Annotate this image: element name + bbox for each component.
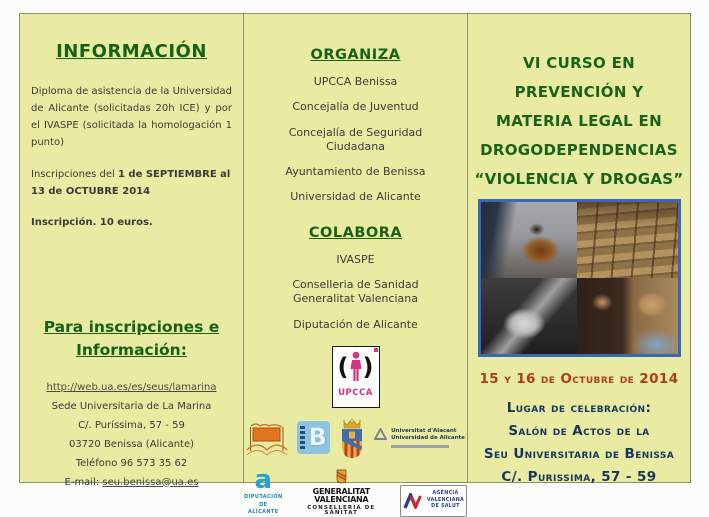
inscription-dates: 1 de SEPTIEMBRE al 13 de OCTUBRE 2014 <box>31 169 231 197</box>
colabora-list <box>263 253 448 332</box>
upcca-paren-right: ) <box>362 352 374 381</box>
address-line-1: Sede Universitaria de La Marina <box>51 400 212 412</box>
email-link[interactable]: seu.benissa@ua.es <box>102 476 199 488</box>
diputacion-alicante-logo <box>244 465 283 517</box>
panel-course-cover <box>468 14 690 485</box>
partner-logos-row-2 <box>244 465 467 517</box>
course-title-line: MATERIA LEGAL EN <box>496 112 662 130</box>
photo-hands-violence <box>481 278 577 354</box>
event-date: 15 y 16 de Octubre de 2014 <box>479 371 679 387</box>
colabora-item: Diputación de Alicante <box>293 317 418 331</box>
diputacion-a-icon: a <box>254 465 273 496</box>
colabora-item: IVASPE <box>336 252 375 266</box>
ua-triangle-icon <box>374 428 387 440</box>
upcca-dot-icon <box>374 348 378 352</box>
location-line: C/. Purissima, 57 - 59 <box>501 469 657 485</box>
partner-logos-row-1 <box>244 417 467 459</box>
diputacion-line2: DE ALICANTE <box>247 501 279 516</box>
colabora-title: COLABORA <box>308 224 403 241</box>
event-location <box>468 400 690 485</box>
location-line: Salón de Actos de la <box>508 423 650 439</box>
generalitat-valenciana-logo <box>293 469 390 517</box>
upcca-paren-left: ( <box>337 352 349 381</box>
organiza-item: Concejalía de Juventud <box>292 100 419 114</box>
organiza-item: Ayuntamiento de Benissa <box>285 165 426 179</box>
course-title-line: “VIOLENCIA Y DROGAS” <box>474 170 684 188</box>
gva-subtitle: CONSELLERIA DE SANITAT <box>307 504 376 517</box>
universidad-alicante-logo <box>374 428 465 447</box>
upcca-person-icon <box>333 347 379 387</box>
ua-name-valencian: Universitat d'Alacant <box>391 428 457 435</box>
photo-children <box>577 278 678 354</box>
b-logo-letter: B <box>308 423 327 452</box>
course-title-line: PREVENCIÓN Y <box>514 83 644 101</box>
email-label: E-mail: <box>64 476 103 488</box>
diputacion-line1: DIPUTACIÓN <box>244 494 283 501</box>
contact-title: Para inscripciones e Información: <box>43 318 220 360</box>
agencia-valenciana-salut-logo <box>400 485 467 517</box>
person-icon <box>348 351 364 383</box>
gva-title: GENERALITAT VALENCIANA <box>312 486 370 504</box>
fee-text: Inscripción. 10 euros. <box>31 217 153 228</box>
email-line <box>26 473 237 492</box>
website-link[interactable]: http://web.ua.es/es/seus/lamarina <box>46 381 217 393</box>
photo-drug-packages <box>577 202 678 278</box>
photo-police-dog <box>481 202 577 278</box>
benissa-coat-of-arms <box>339 417 365 459</box>
avs-line3: DE SALUT <box>431 504 460 510</box>
photo-collage <box>478 199 681 357</box>
diputacion-text <box>244 494 283 517</box>
organiza-item: UPCCA Benissa <box>313 75 398 88</box>
panel-organiza-colabora <box>244 14 468 517</box>
upcca-label: UPCCA <box>338 387 373 398</box>
location-line: Lugar de celebración: <box>506 400 652 416</box>
location-line: Seu Universitaria de Benissa <box>483 446 675 462</box>
ua-name-spanish: Universidad de Alicante <box>391 435 465 442</box>
phone-line: Teléfono 96 573 35 62 <box>75 457 188 469</box>
gva-shield-icon <box>335 469 348 484</box>
course-title <box>468 54 690 188</box>
avs-text <box>427 491 464 511</box>
colabora-item: Conselleria de Sanidad Generalitat Valenciana <box>292 278 419 306</box>
inscription-dates-text <box>31 166 232 200</box>
info-title: INFORMACIÓN <box>56 41 207 62</box>
course-title-line: VI CURSO EN <box>522 54 636 72</box>
upcca-logo <box>332 346 380 408</box>
contact-block <box>26 378 237 492</box>
organiza-item: Universidad de Alicante <box>290 190 421 204</box>
avs-line1: AGÈNCIA <box>432 490 459 496</box>
avs-line2: VALENCIANA <box>426 497 465 503</box>
course-title-line: DROGODEPENDENCIAS <box>480 141 678 159</box>
trifold-brochure <box>19 13 691 517</box>
diploma-text: Diploma de asistencia de la Universidad de Alicante (solicitadas 20h ICE) y por el IVASPE (solicitada la homologación 1 punto) <box>31 86 232 148</box>
benissa-b-logo <box>297 421 330 454</box>
ua-text <box>391 428 465 447</box>
address-line-3: 03720 Benissa (Alicante) <box>68 438 195 450</box>
organiza-list <box>263 75 448 205</box>
organiza-item: Concejalía de Seguridad Ciudadana <box>288 125 423 153</box>
seu-la-marina-logo <box>246 420 288 456</box>
panel-informacion <box>20 14 244 488</box>
address-line-2: C/. Puríssima, 57 - 59 <box>78 419 185 431</box>
organiza-title: ORGANIZA <box>310 47 401 63</box>
inscription-prefix: Inscripciones del <box>31 169 118 180</box>
avs-mark-icon <box>403 493 423 509</box>
ua-subtext-bar <box>391 445 449 448</box>
